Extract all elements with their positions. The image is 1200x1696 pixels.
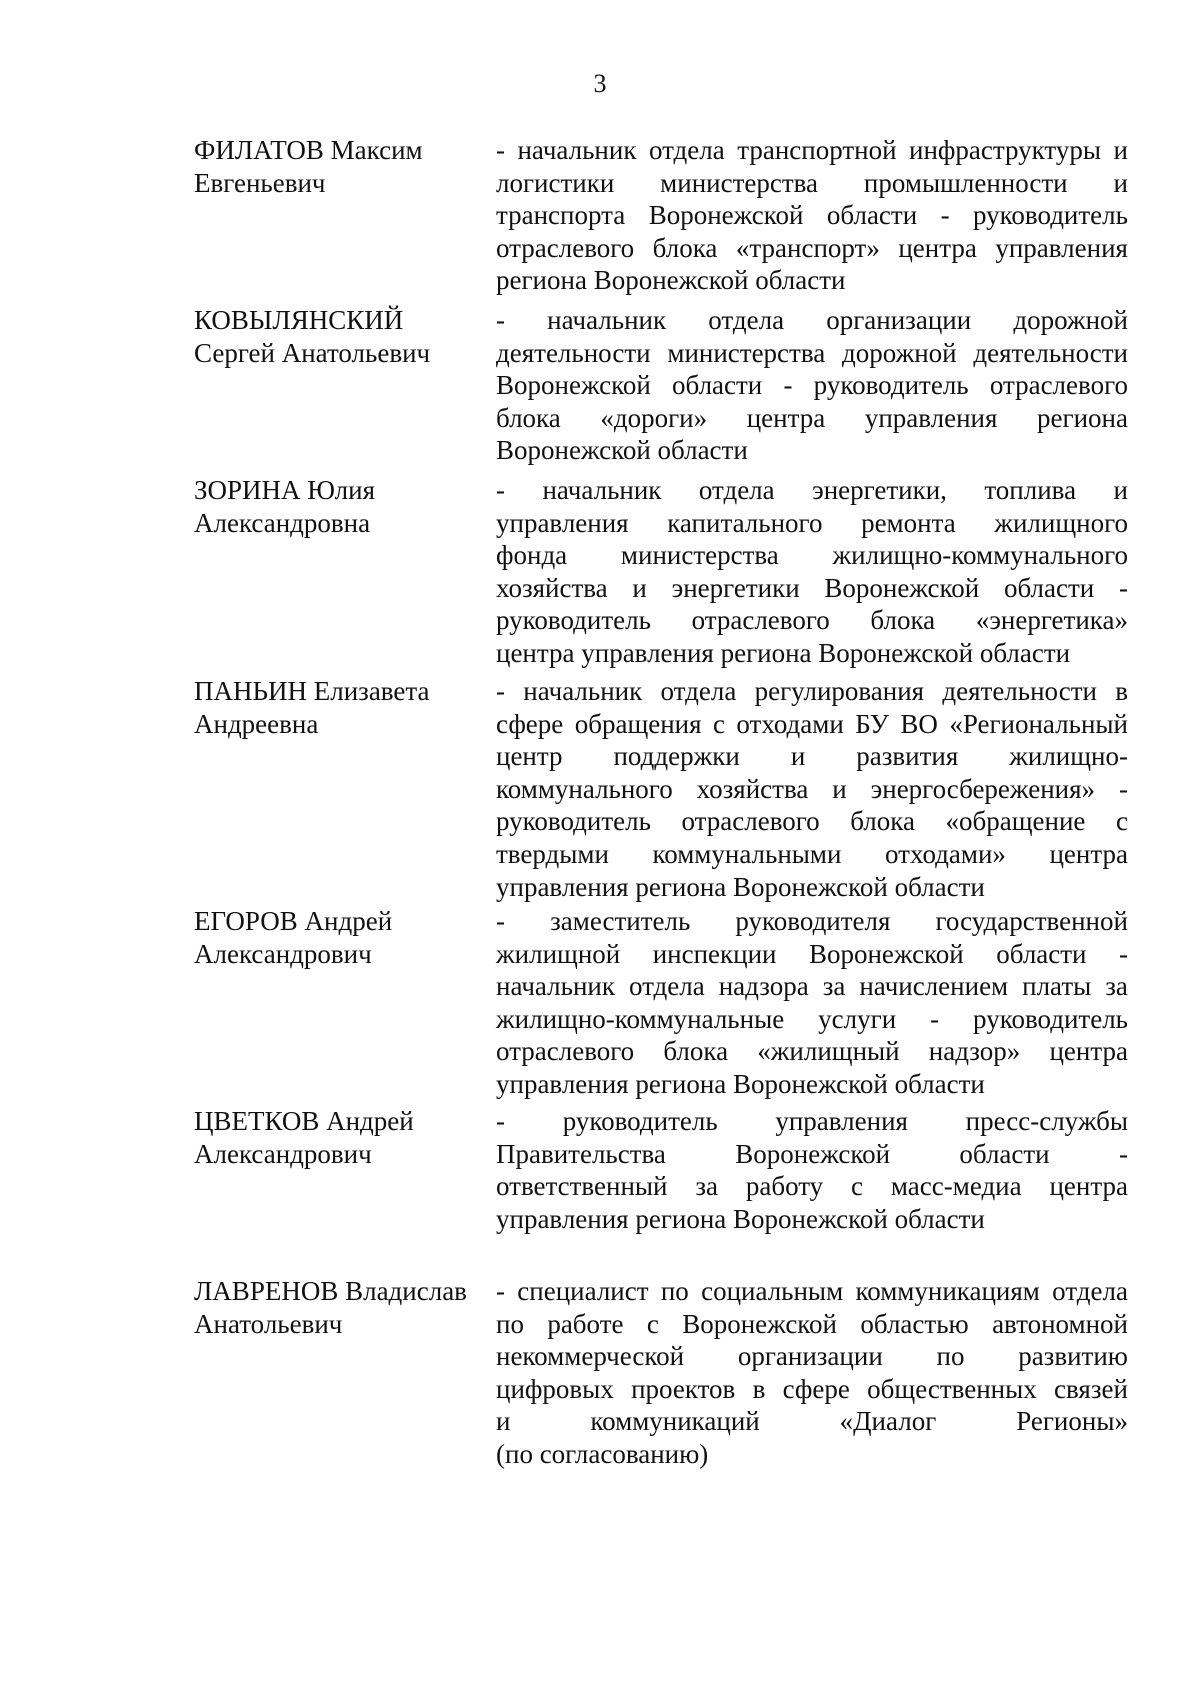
position-line: Воронежской области - руководитель отраслевого: [496, 370, 1128, 401]
position-line: фонда министерства жилищно-коммунального: [496, 540, 1128, 571]
position-line: начальник отдела надзора за начислением платы за: [496, 971, 1128, 1002]
position-line: - заместитель руководителя государственной: [496, 906, 1128, 936]
position-line: блока «дороги» центра управления региона: [496, 402, 1128, 433]
position-line: транспорта Воронежской области - руководитель: [496, 200, 1128, 231]
position-line: деятельности министерства дорожной деятельности: [496, 337, 1128, 368]
position-line: отраслевого блока «транспорт» центра управления: [496, 232, 1128, 263]
position-line: региона Воронежской области: [496, 265, 846, 296]
position-line: хозяйства и энергетики Воронежской области -: [496, 572, 1128, 603]
position-line: центр поддержки и развития жилищно-: [496, 741, 1128, 772]
member-name-line1: ЗОРИНА Юлия: [194, 475, 376, 505]
page-number: 3: [593, 69, 607, 98]
position-line: коммунального хозяйства и энергосбережения» -: [496, 773, 1128, 804]
member-name-line2: Андреевна: [194, 708, 319, 739]
position-line: по работе с Воронежской областью автономной: [496, 1308, 1128, 1339]
member-position: [496, 675, 1128, 903]
member-name: [194, 905, 494, 970]
member-name-line2: Александрович: [194, 938, 372, 969]
position-line: управления региона Воронежской области: [496, 1203, 985, 1234]
member-position: [496, 1105, 1128, 1235]
member-position: [496, 1275, 1128, 1471]
position-line: цифровых проектов в сфере общественных связей: [496, 1373, 1128, 1404]
position-line: центра управления региона Воронежской области: [496, 637, 1071, 668]
member-name: [194, 1275, 494, 1340]
member-position: [496, 134, 1128, 297]
position-line: логистики министерства промышленности и: [496, 167, 1128, 198]
position-line: жилищно-коммунальные услуги - руководитель: [496, 1003, 1128, 1034]
member-name-line1: КОВЫЛЯНСКИЙ: [194, 305, 404, 335]
position-line: (по согласованию): [496, 1438, 709, 1469]
position-line: - начальник отдела регулирования деятельности в: [496, 676, 1128, 706]
position-line: - специалист по социальным коммуникациям отдела: [496, 1276, 1128, 1306]
position-line: управления региона Воронежской области: [496, 1068, 985, 1099]
position-line: некоммерческой организации по развитию: [496, 1341, 1128, 1372]
member-name: [194, 1105, 494, 1170]
member-name-line2: Сергей Анатольевич: [194, 337, 431, 368]
position-line: ответственный за работу с масс-медиа центра: [496, 1171, 1128, 1202]
position-line: отраслевого блока «жилищный надзор» центра: [496, 1036, 1128, 1067]
member-name-line2: Анатольевич: [194, 1308, 343, 1339]
position-line: - начальник отдела организации дорожной: [496, 305, 1128, 335]
position-line: руководитель отраслевого блока «обращение с: [496, 806, 1128, 837]
member-name-line1: ЕГОРОВ Андрей: [194, 906, 393, 936]
member-name: [194, 304, 494, 369]
member-name-line1: ЦВЕТКОВ Андрей: [194, 1106, 414, 1136]
member-name-line2: Евгеньевич: [194, 167, 326, 198]
member-name: [194, 675, 494, 740]
member-position: [496, 474, 1128, 670]
member-position: [496, 905, 1128, 1101]
member-name-line2: Александровна: [194, 507, 371, 538]
position-line: сфере обращения с отходами БУ ВО «Региональный: [496, 708, 1128, 739]
position-line: - руководитель управления пресс-службы: [496, 1106, 1128, 1136]
member-name-line1: ПАНЬИН Елизавета: [194, 676, 430, 706]
position-line: управления региона Воронежской области: [496, 871, 985, 902]
member-position: [496, 304, 1128, 467]
member-name: [194, 474, 494, 539]
member-name-line1: ФИЛАТОВ Максим: [194, 135, 423, 165]
position-line: жилищной инспекции Воронежской области -: [496, 938, 1128, 969]
position-line: Правительства Воронежской области -: [496, 1138, 1128, 1169]
position-line: управления капитального ремонта жилищного: [496, 507, 1128, 538]
member-name: [194, 134, 494, 199]
position-line: - начальник отдела транспортной инфраструктуры и: [496, 135, 1128, 165]
position-line: руководитель отраслевого блока «энергетика»: [496, 605, 1128, 636]
position-line: и коммуникаций «Диалог Регионы»: [496, 1406, 1128, 1437]
position-line: - начальник отдела энергетики, топлива и: [496, 475, 1128, 505]
position-line: твердыми коммунальными отходами» центра: [496, 838, 1128, 869]
member-name-line2: Александрович: [194, 1138, 372, 1169]
member-name-line1: ЛАВРЕНОВ Владислав: [194, 1276, 467, 1306]
position-line: Воронежской области: [496, 435, 748, 466]
